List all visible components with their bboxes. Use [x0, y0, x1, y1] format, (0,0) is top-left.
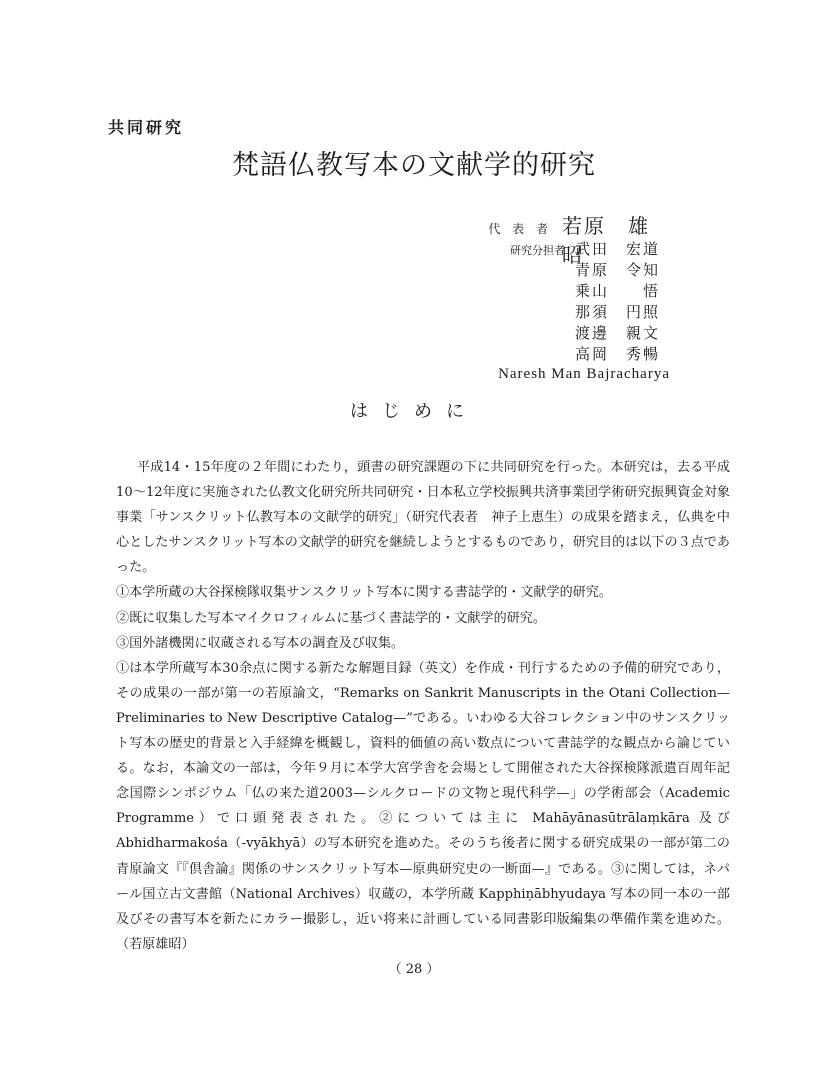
body-text	[116, 455, 730, 957]
paper-title: 梵語仏教写本の文献学的研究	[232, 150, 596, 181]
intro-heading: はじめに	[350, 401, 478, 422]
co-researcher-name: 青原 令知	[575, 261, 661, 279]
co-researcher-name: 武田 宏道	[575, 240, 661, 258]
co-researcher-name: 高岡 秀暢	[575, 345, 661, 363]
co-researcher-name: 那須 円照	[575, 303, 661, 321]
representative-name: 若原 雄昭	[562, 214, 650, 267]
author-block	[440, 210, 670, 383]
co-researcher-name: 乗山 悟	[575, 282, 661, 300]
paragraph: ①は本学所蔵写本30余点に関する新たな解題目録（英文）を作成・刊行するための予備的研究であり，その成果の一部が第一の若原論文，“Remarks on Sankrit Manuscripts in the Otani Collection—Preliminaries to New Descriptive Catalog—”である。いわゆる大谷コレクション中のサンスクリット写本の歴史的背景と入手経緯を概観し，資料的価値の高い数点について書誌学的な観点から論じている。なお，本論文の一部は，今年９月に本学大宮学舎を会場として開催された大谷探検隊派遣百周年記念国際シンポジウム「仏の来た道2003—シルクロードの文物と現代科学—」の学術部会（Academic Programme）で口頭発表された。②については主に Mahāyānasūtrālaṃkāra 及び Abhidharmakośa（-vyākhyā）の写本研究を進めた。そのうち後者に関する研究成果の一部が第二の青原論文『『倶舎論』関係のサンスクリット写本—原典研究史の一断面—』である。③に関しては，ネパール国立古文書館（National Archives）収蔵の，本学所蔵 Kapphiṇābhyudaya 写本の同一本の一部及びその書写本を新たにカラー撮影し，近い将来に計画している同書影印版編集の準備作業を進めた。（若原雄昭）	[116, 660, 730, 952]
page-number: （ 28 ）	[388, 962, 440, 977]
co-researcher-row	[440, 280, 670, 301]
objective-item: ①本学所蔵の大谷探検隊収集サンスクリット写本に関する書誌学的・文献学的研究。	[116, 585, 612, 601]
co-researcher-row	[440, 322, 670, 343]
objective-item: ②既に収集した写本マイクロフィルムに基づく書誌学的・文献学的研究。	[116, 610, 546, 626]
paragraph: 平成14・15年度の２年間にわたり，頭書の研究課題の下に共同研究を行った。本研究は，去る平成10～12年度に実施された仏教文化研究所共同研究・日本私立学校振興共済事業団学術研究振興資金対象事業「サンスクリット仏教写本の文献学的研究」（研究代表者 神子上恵生）の成果を踏まえ，仏典を中心としたサンスクリット写本の文献学的研究を継続しようとするものであり，研究目的は以下の３点であった。	[116, 460, 730, 576]
objective-item: ③国外諸機関に収蔵される写本の調査及び収集。	[116, 635, 405, 651]
co-researcher-name: 渡邊 親文	[575, 324, 661, 342]
co-researcher-row	[440, 238, 670, 259]
representative-role: 代 表 者	[488, 222, 552, 236]
section-label: 共同研究	[108, 118, 185, 137]
co-researcher-latin-name: Naresh Man Bajracharya	[498, 366, 670, 382]
co-researcher-row	[440, 343, 670, 364]
co-researcher-role: 研究分担者	[510, 244, 565, 257]
co-researcher-row	[440, 301, 670, 322]
co-researcher-row	[440, 259, 670, 280]
